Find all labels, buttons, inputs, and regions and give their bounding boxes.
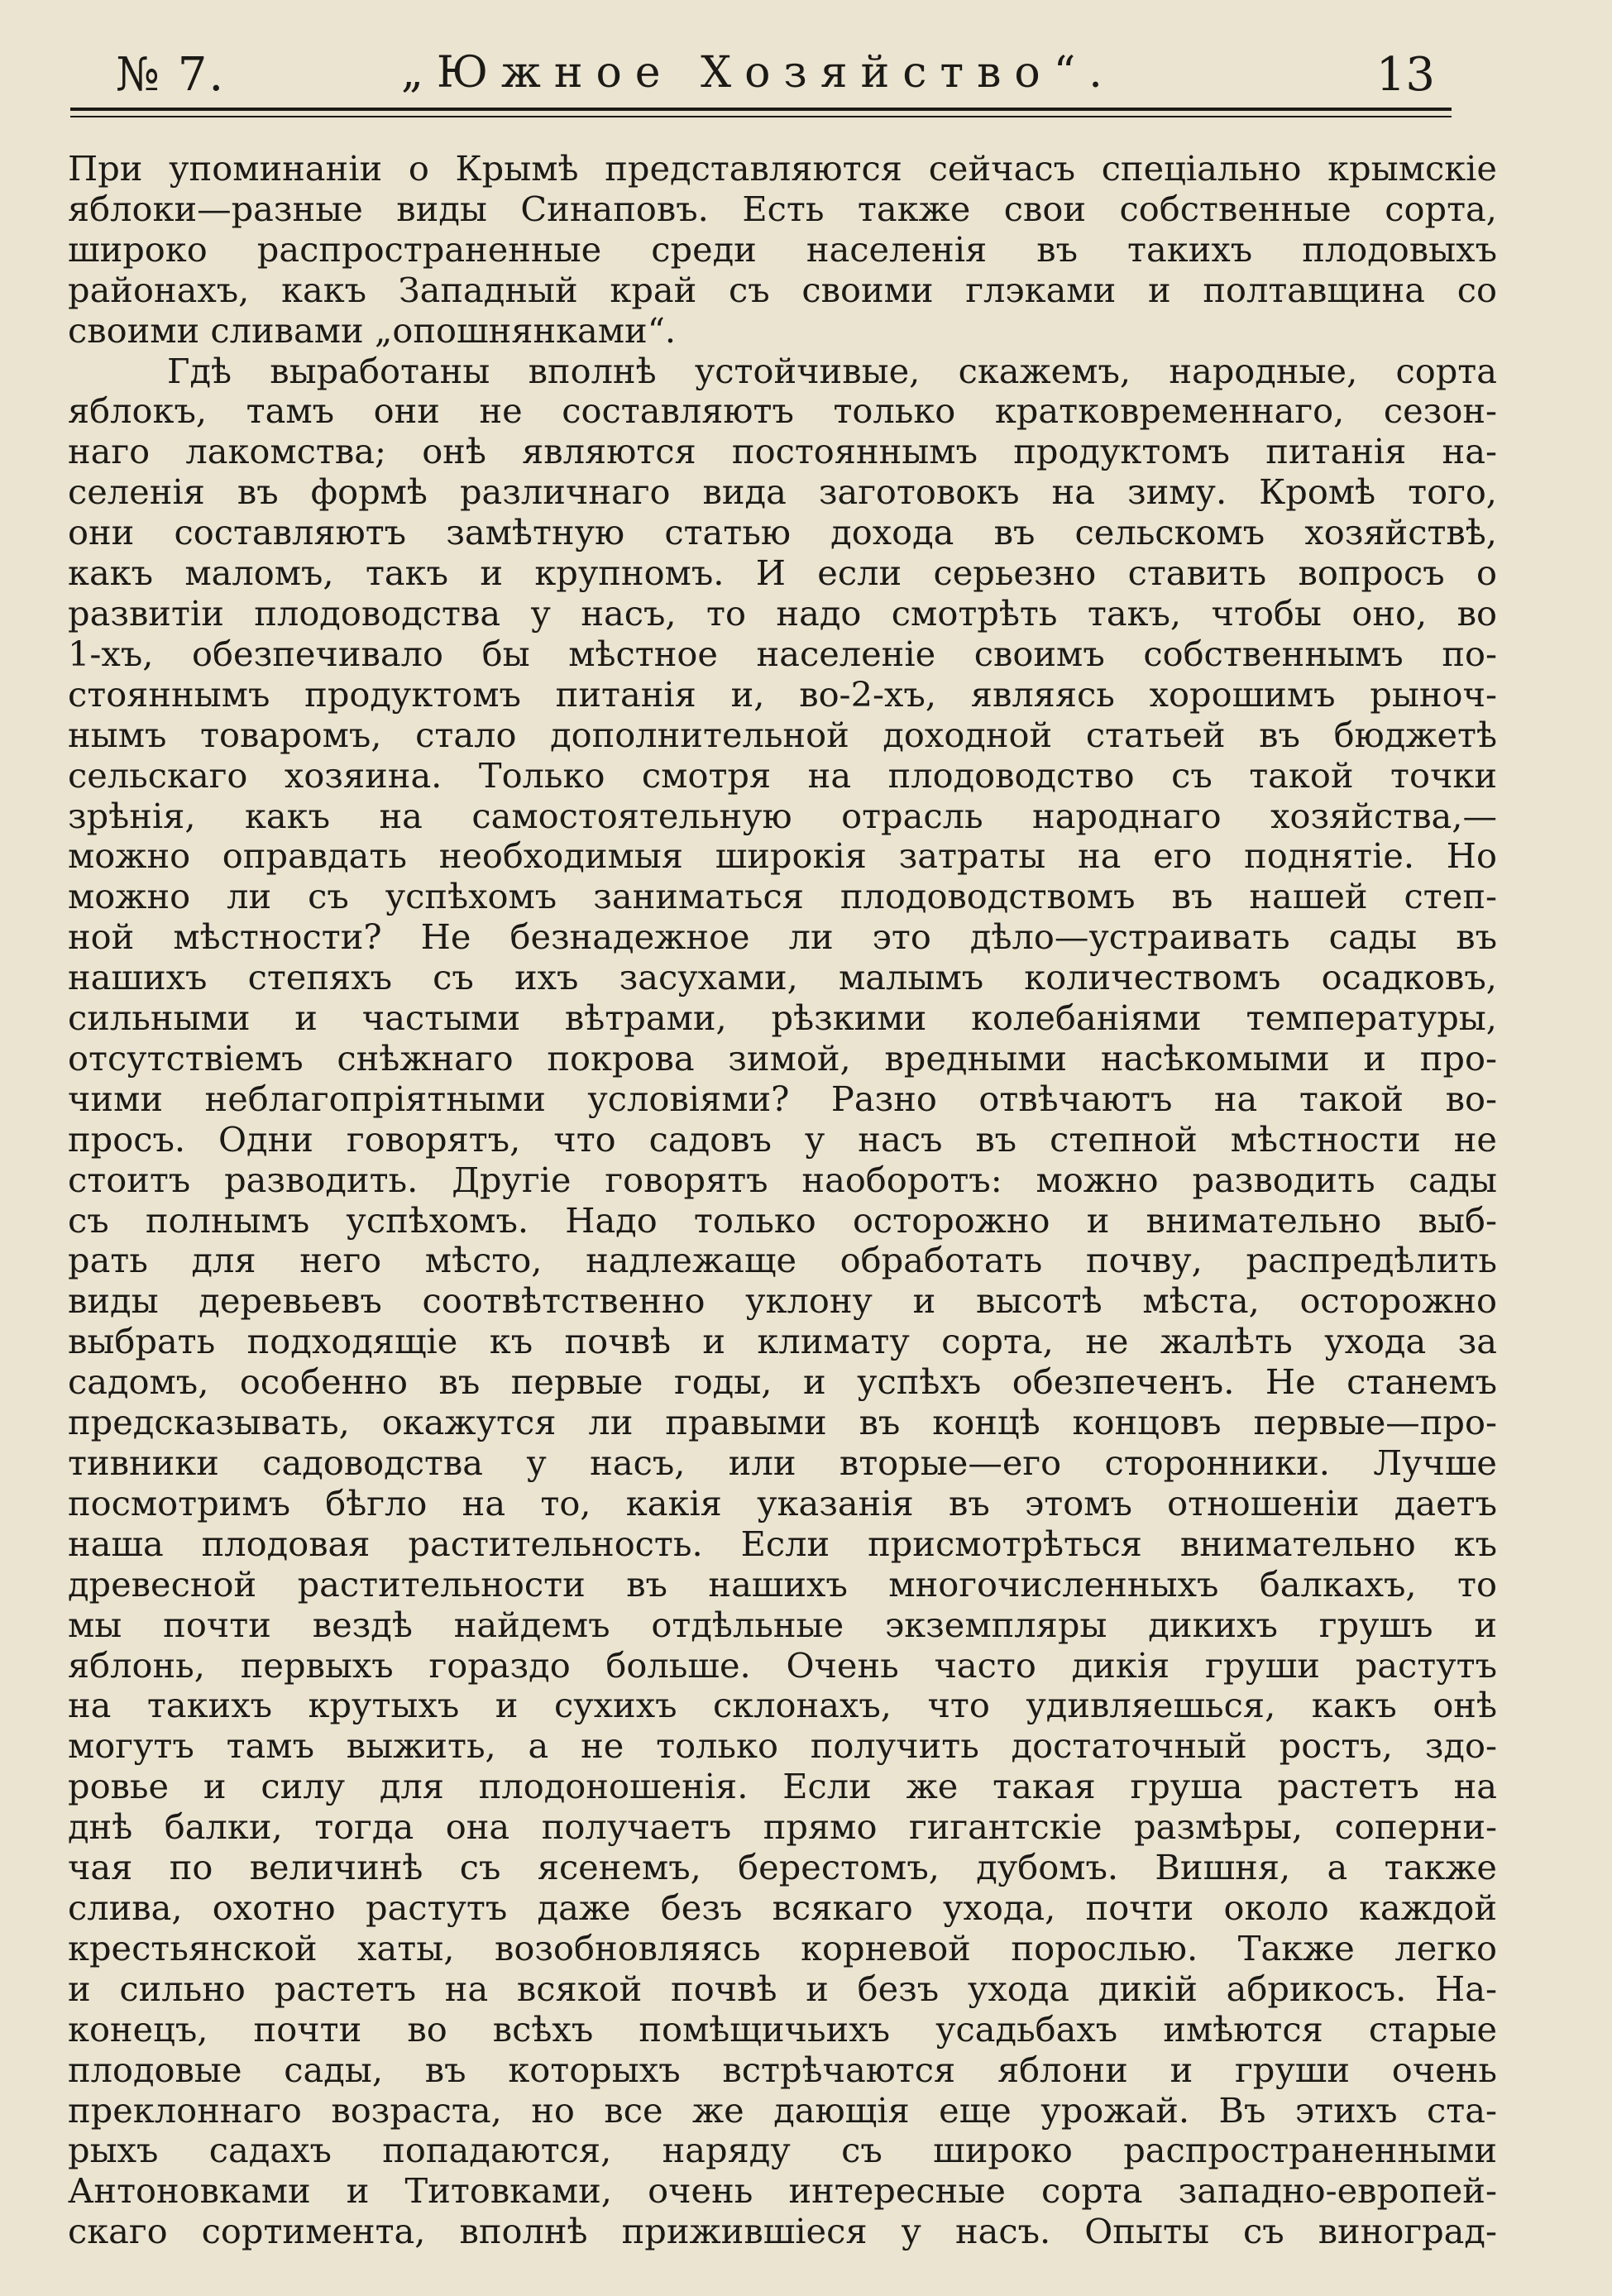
- text-line: При упоминаніи о Крымѣ представляются сейчасъ спеціально крымскіе: [68, 149, 1497, 189]
- text-line: древесной растительности въ нашихъ многочисленныхъ балкахъ, то: [68, 1564, 1497, 1605]
- text-line: нашихъ степяхъ съ ихъ засухами, малымъ количествомъ осадковъ,: [68, 958, 1497, 998]
- text-line: преклоннаго возраста, но все же дающія еще урожай. Въ этихъ ста-: [68, 2090, 1497, 2131]
- text-line: развитіи плодоводства у насъ, то надо смотрѣть такъ, чтобы оно, во: [68, 593, 1497, 634]
- text-line: рать для него мѣсто, надлежаще обработать почву, распредѣлить: [68, 1241, 1497, 1281]
- text-line: сильными и частыми вѣтрами, рѣзкими колебаніями температуры,: [68, 998, 1497, 1039]
- text-line: яблокъ, тамъ они не составляютъ только кратковременнаго, сезон-: [68, 391, 1497, 432]
- journal-title: „Южное Хозяйство“.: [401, 48, 1116, 98]
- text-line: посмотримъ бѣгло на то, какія указанія въ этомъ отношеніи даетъ: [68, 1483, 1497, 1523]
- text-line: слива, охотно растутъ даже безъ всякаго ухода, почти около каждой: [68, 1887, 1497, 1928]
- text-line: предсказывать, окажутся ли правыми въ концѣ концовъ первые—про-: [68, 1403, 1497, 1443]
- text-line: съ полнымъ успѣхомъ. Надо только осторожно и внимательно выб-: [68, 1200, 1497, 1241]
- text-line: сельскаго хозяина. Только смотря на плодоводство съ такой точки: [68, 755, 1497, 796]
- text-line: можно оправдать необходимыя широкія затраты на его поднятіе. Но: [68, 836, 1497, 877]
- text-line: скаго сортимента, вполнѣ прижившіеся у насъ. Опыты съ виноград-: [68, 2212, 1497, 2252]
- text-line: рыхъ садахъ попадаются, наряду съ широко распространенными: [68, 2131, 1497, 2171]
- text-line: отсутствіемъ снѣжнаго покрова зимой, вредными насѣкомыми и про-: [68, 1038, 1497, 1079]
- text-line: выбрать подходящіе къ почвѣ и климату сорта, не жалѣть ухода за: [68, 1322, 1497, 1362]
- text-line: наго лакомства; онѣ являются постояннымъ продуктомъ питанія на-: [68, 432, 1497, 472]
- article-body: [68, 149, 1497, 2252]
- text-line: крестьянской хаты, возобновляясь корневой порослью. Также легко: [68, 1928, 1497, 1968]
- text-line: зрѣнія, какъ на самостоятельную отрасль народнаго хозяйства,—: [68, 796, 1497, 836]
- text-line: чими неблагопріятными условіями? Разно отвѣчаютъ на такой во-: [68, 1079, 1497, 1119]
- header-rule-thin: [70, 116, 1452, 117]
- text-line: 1-хъ, обезпечивало бы мѣстное населеніе своимъ собственнымъ по-: [68, 634, 1497, 674]
- text-line: стоитъ разводить. Другіе говорятъ наоборотъ: можно разводить сады: [68, 1160, 1497, 1200]
- text-line: плодовые сады, въ которыхъ встрѣчаются яблони и груши очень: [68, 2050, 1497, 2090]
- text-line: стояннымъ продуктомъ питанія и, во-2-хъ, являясь хорошимъ рыноч-: [68, 674, 1497, 715]
- text-line: конецъ, почти во всѣхъ помѣщичьихъ усадьбахъ имѣются старые: [68, 2009, 1497, 2050]
- text-line: ровье и силу для плодоношенія. Если же такая груша растетъ на: [68, 1767, 1497, 1807]
- text-line: днѣ балки, тогда она получаетъ прямо гигантскіе размѣры, соперни-: [68, 1807, 1497, 1848]
- text-line: садомъ, особенно въ первые годы, и успѣхъ обезпеченъ. Не станемъ: [68, 1362, 1497, 1403]
- page-number: 13: [1375, 48, 1435, 102]
- text-line: широко распространенные среди населенія въ такихъ плодовыхъ: [68, 229, 1497, 270]
- text-line: Антоновками и Титовками, очень интересные сорта западно-европей-: [68, 2171, 1497, 2212]
- text-line: мы почти вездѣ найдемъ отдѣльные экземпляры дикихъ грушъ и: [68, 1605, 1497, 1645]
- text-line: какъ маломъ, такъ и крупномъ. И если серьезно ставить вопросъ о: [68, 553, 1497, 594]
- text-line: яблоки—разные виды Синаповъ. Есть также свои собственные сорта,: [68, 189, 1497, 229]
- text-line: нымъ товаромъ, стало дополнительной доходной статьей въ бюджетѣ: [68, 715, 1497, 755]
- issue-number: № 7.: [116, 48, 226, 102]
- page-header: [79, 40, 1460, 106]
- text-line: просъ. Одни говорятъ, что садовъ у насъ въ степной мѣстности не: [68, 1119, 1497, 1160]
- text-line: на такихъ крутыхъ и сухихъ склонахъ, что удивляешься, какъ онѣ: [68, 1686, 1497, 1726]
- text-line: Гдѣ выработаны вполнѣ устойчивые, скажемъ, народные, сорта: [167, 351, 1497, 391]
- text-line: можно ли съ успѣхомъ заниматься плодоводствомъ въ нашей степ-: [68, 877, 1497, 917]
- text-line: наша плодовая растительность. Если присмотрѣться внимательно къ: [68, 1523, 1497, 1564]
- text-line: ной мѣстности? Не безнадежное ли это дѣло—устраивать сады въ: [68, 917, 1497, 958]
- text-line: своими сливами „опошнянками“.: [68, 310, 677, 351]
- text-line: виды деревьевъ соотвѣтственно уклону и высотѣ мѣста, осторожно: [68, 1281, 1497, 1322]
- text-line: чая по величинѣ съ ясенемъ, берестомъ, дубомъ. Вишня, а также: [68, 1848, 1497, 1888]
- text-line: и сильно растетъ на всякой почвѣ и безъ ухода дикій абрикосъ. На-: [68, 1968, 1497, 2009]
- text-line: тивники садоводства у насъ, или вторые—его сторонники. Лучше: [68, 1443, 1497, 1483]
- text-line: могутъ тамъ выжить, а не только получить достаточный ростъ, здо-: [68, 1726, 1497, 1767]
- text-line: яблонь, первыхъ гораздо больше. Очень часто дикія груши растутъ: [68, 1645, 1497, 1686]
- text-line: они составляютъ замѣтную статью дохода въ сельскомъ хозяйствѣ,: [68, 513, 1497, 553]
- header-rule-thick: [70, 108, 1452, 111]
- text-line: районахъ, какъ Западный край съ своими глэками и полтавщина со: [68, 270, 1497, 310]
- text-line: селенія въ формѣ различнаго вида заготовокъ на зиму. Кромѣ того,: [68, 472, 1497, 513]
